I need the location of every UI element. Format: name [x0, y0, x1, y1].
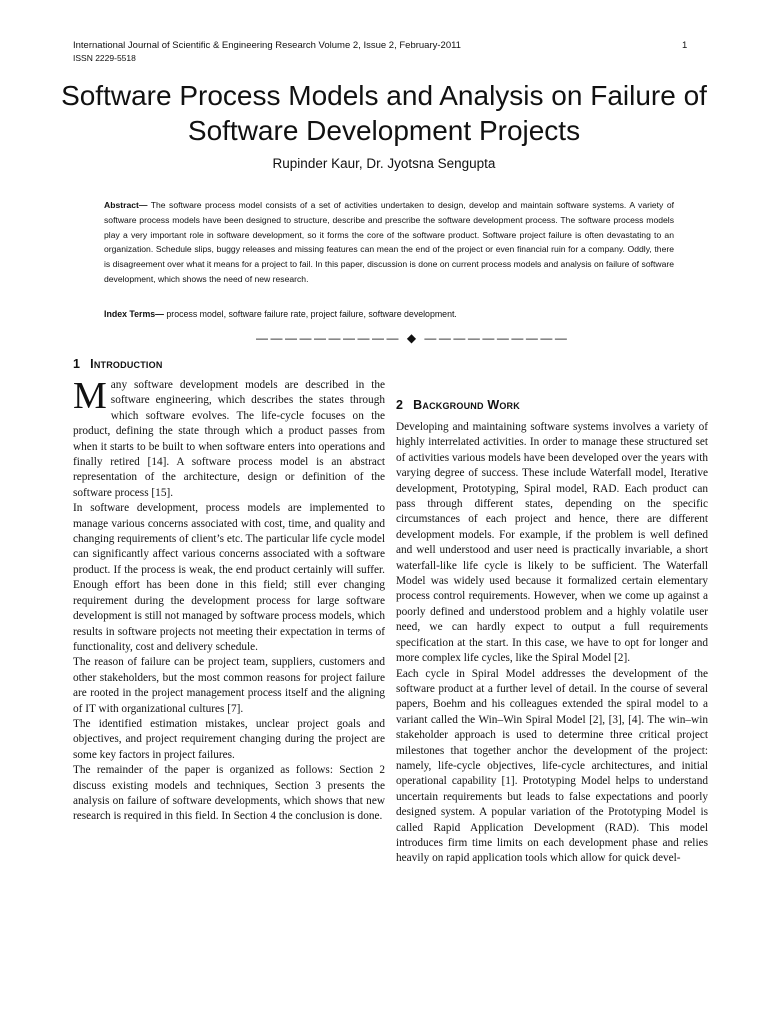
paragraph: Each cycle in Spiral Model addresses the development of the software product at a further level of detail. In the course of several papers, Boehm and his colleagues extended the spiral model to a variant called the Win–Win Spiral Model [2], [3], [4]. The win–win stakeholder approach is used to determine three critical project milestones that together anchor the development of the project: namely, life-cycle objectives, life-cycle architectures, and initial operational capability [1]. Prototyping Model helps to understand uncertain requirements but leads to false expectations and poorly designed system. A popular variation of the Prototyping Model is called Rapid Application Development (RAD). This model introduces firm time limits on each development phase and relies heavily on rapid application tools which allow for quick devel-: [396, 667, 708, 865]
section-title: Introduction: [90, 357, 163, 371]
paragraph: The identified estimation mistakes, unclear project goals and objectives, and project requirement changing during the project are some key factors in project failures.: [73, 717, 385, 761]
paragraph: In software development, process models are implemented to manage various concerns associated with cost, time, and quality and changing requirements of client’s etc. The particular life cycle model can significantly affect various concerns associated with a software product. If the process is weak, the end product certainly will suffer. Enough effort has been done in this field; still ever changing requirement during the development process for large software development is still not managed by software process models, which results in software projects not meeting their expectation in terms of functionality, cost and delivery schedule.: [73, 502, 385, 653]
abstract-text: The software process model consists of a set of activities undertaken to design, develop and maintain software systems. A variety of software process models have been designed to structure, describe and prescribe the software development process. The software process models play a very important role in software development, so it forms the core of the software product. Software project failure is often devastating to an organization. Schedule slips, buggy releases and missing features can mean the end of the project or even financial ruin for a company. Oddly, there is disagreement over what it means for a project to fail. In this paper, discussion is done on current process models and analysis on failure of software development, which shows the need of new research.: [104, 200, 674, 284]
paragraph-text: any software development models are described in the software engineering, which describes the states through which software evolves. The life-cycle focuses on the product, defining the state through which a product passes from when it starts to be built to when software enters into operations and finally retired [14]. A software process model is an abstract representation of the architecture, design or definition of the software process [15].: [73, 379, 385, 499]
abstract-label: Abstract—: [104, 200, 148, 210]
section-number: 2: [396, 398, 404, 412]
paragraph: Developing and maintaining software systems involves a variety of highly interrelated activities. In order to manage these structured set of activities various models have been developed over the years with varying degree of success. These include Waterfall model, Iterative development, Prototyping, Spiral model, RAD. Each product can pass through different states, depending on the specific circumstances of each project and hence, there are different development models. For example, if the problem is well defined and well understood and user need is practically invariable, a short waterfall-like life cycle is likely to be sufficient. The Waterfall Model was widely used because it formalized certain elementary process control requirements. However, when we come up against a poorly defined and understood problem and a highly volatile user need, we can hardly expect to output a full requirements specification at the start. In this case, we have to opt for longer and more complex life cycles, like the Spiral Model [2].: [396, 421, 708, 665]
paragraph: [73, 375, 385, 501]
section-title: Background Work: [413, 398, 520, 412]
issn-label: ISSN 2229-5518: [73, 53, 136, 63]
section-heading-introduction: [73, 357, 163, 371]
left-column: [73, 375, 385, 825]
index-terms: [104, 309, 684, 319]
journal-header: International Journal of Scientific & Engineering Research Volume 2, Issue 2, February-2011: [73, 40, 461, 51]
paper-title: Software Process Models and Analysis on Failure of Software Development Projects: [61, 80, 707, 146]
page-number: 1: [682, 40, 688, 51]
paper-authors: Rupinder Kaur, Dr. Jyotsna Sengupta: [272, 156, 496, 171]
index-terms-label: Index Terms—: [104, 309, 164, 319]
paragraph: The remainder of the paper is organized as follows: Section 2 discuss existing models and techniques, Section 3 presents the analysis on failure of software developments, which shows that new research is required in this field. In Section 4 the conclusion is done.: [73, 764, 385, 823]
abstract: [104, 198, 674, 287]
right-column: [396, 420, 708, 867]
index-terms-text: process model, software failure rate, project failure, software development.: [163, 309, 457, 319]
section-divider: —————————— ◆ ——————————: [256, 331, 570, 345]
section-number: 1: [73, 357, 81, 371]
paragraph: The reason of failure can be project team, suppliers, customers and other stakeholders, but the most common reasons for project failure are rooted in the project management process itself and the aligning of IT with organizational cultures [7].: [73, 656, 385, 715]
section-heading-background-work: [396, 398, 520, 412]
drop-cap: M: [73, 375, 107, 417]
